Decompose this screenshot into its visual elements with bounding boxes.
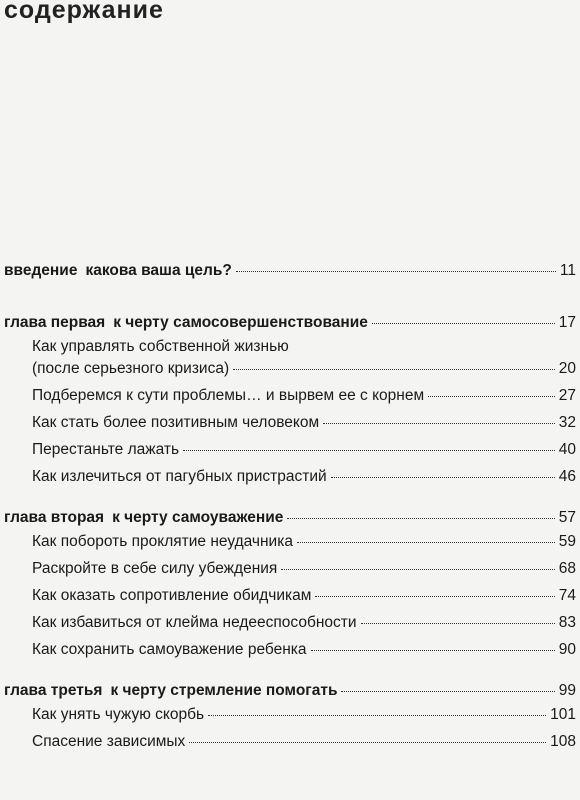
toc-entry[interactable]: [0, 360, 576, 387]
toc-intro[interactable]: [0, 262, 576, 286]
dot-leader: [341, 691, 554, 692]
toc-entry[interactable]: [0, 414, 576, 441]
toc-entry[interactable]: [0, 387, 576, 414]
toc-entry[interactable]: [0, 641, 576, 668]
toc-chapter-2[interactable]: [0, 509, 576, 533]
entry-title: Как сохранить самоуважение ребенка: [32, 641, 307, 658]
toc-entry[interactable]: [0, 733, 576, 760]
toc-entry[interactable]: [0, 533, 576, 560]
entry-title: Как оказать сопротивление обидчикам: [32, 587, 312, 604]
chapter-title: к черту самоуважение: [112, 509, 284, 526]
dot-leader: [361, 623, 555, 624]
dot-leader: [323, 423, 555, 424]
intro-kind: введение: [4, 262, 78, 279]
dot-leader: [183, 450, 555, 451]
page-number: 108: [550, 733, 576, 750]
entry-title: Спасение зависимых: [32, 733, 186, 750]
page-number: 68: [558, 560, 576, 577]
page-number: 20: [558, 360, 576, 377]
page-number: 11: [559, 262, 576, 279]
page-number: 32: [558, 414, 576, 431]
dot-leader: [287, 518, 554, 519]
page-number: 17: [558, 314, 576, 331]
toc-entry[interactable]: [0, 441, 576, 468]
dot-leader: [428, 396, 555, 397]
entry-title: Как избавиться от клейма недееспособности: [32, 614, 357, 631]
dot-leader: [297, 542, 555, 543]
entry-title: Перестаньте лажать: [32, 441, 180, 458]
toc-chapter-1[interactable]: [0, 314, 576, 338]
toc-entry[interactable]: [0, 587, 576, 614]
toc-entry[interactable]: [0, 560, 576, 587]
page-number: 99: [558, 682, 576, 699]
dot-leader: [208, 715, 546, 716]
page-number: 90: [558, 641, 576, 658]
dot-leader: [236, 271, 556, 272]
page-number: 83: [558, 614, 576, 631]
page-number: 46: [558, 468, 576, 485]
page-number: 27: [558, 387, 576, 404]
chapter-kind: глава первая: [4, 314, 106, 331]
toc-entry[interactable]: [0, 614, 576, 641]
dot-leader: [372, 323, 555, 324]
intro-title: какова ваша цель?: [85, 262, 232, 279]
dot-leader: [315, 596, 554, 597]
entry-title: Как унять чужую скорбь: [32, 706, 205, 723]
chapter-kind: глава третья: [4, 682, 103, 699]
page-number: 40: [558, 441, 576, 458]
entry-title: Подберемся к сути проблемы… и вырвем ее с корнем: [32, 387, 425, 404]
table-of-contents: [0, 262, 576, 760]
page-number: 57: [558, 509, 576, 526]
dot-leader: [311, 650, 555, 651]
chapter-title: к черту стремление помогать: [110, 682, 338, 699]
dot-leader: [233, 369, 555, 370]
page-number: 74: [558, 587, 576, 604]
chapter-kind: глава вторая: [4, 509, 105, 526]
toc-chapter-3[interactable]: [0, 682, 576, 706]
toc-entry[interactable]: [0, 468, 576, 495]
dot-leader: [281, 569, 554, 570]
dot-leader: [331, 477, 555, 478]
entry-title: Как излечиться от пагубных пристрастий: [32, 468, 327, 485]
page-number: 101: [550, 706, 576, 723]
page-number: 59: [558, 533, 576, 550]
chapter-title: к черту самосовершенствование: [113, 314, 368, 331]
entry-title: Раскройте в себе силу убеждения: [32, 560, 278, 577]
entry-title: Как побороть проклятие неудачника: [32, 533, 293, 550]
dot-leader: [189, 742, 546, 743]
page-title: содержание: [4, 0, 164, 24]
entry-title: Как стать более позитивным человеком: [32, 414, 320, 431]
toc-entry-line[interactable]: Как управлять собственной жизнью: [32, 338, 289, 355]
entry-title: (после серьезного кризиса): [32, 360, 230, 377]
toc-entry[interactable]: [0, 706, 576, 733]
